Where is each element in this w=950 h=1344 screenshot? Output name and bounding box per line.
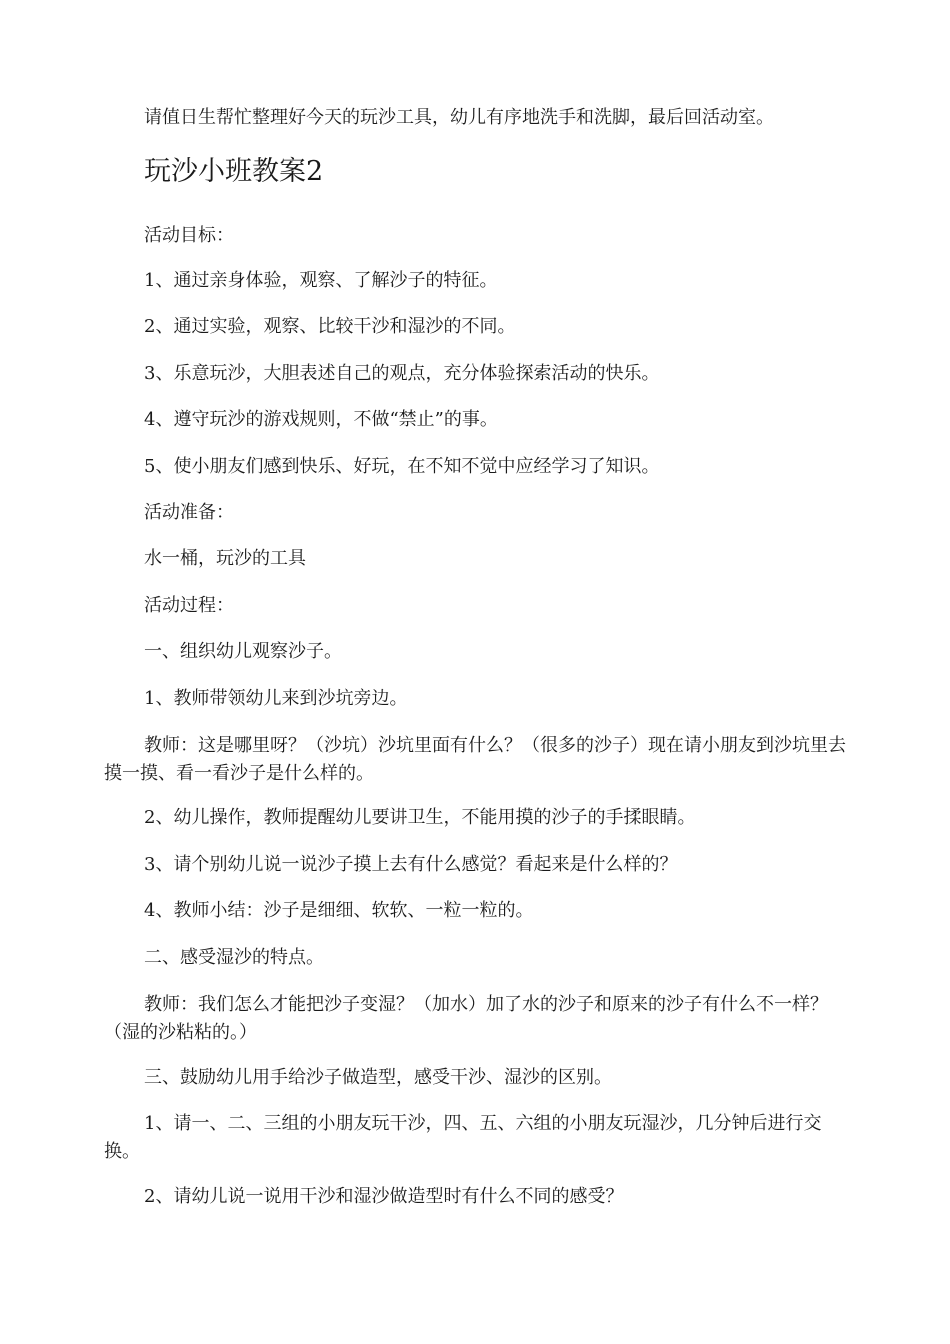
paragraph-process-label: 活动过程： [144,595,234,616]
paragraph-step-3-1: 1、请一、二、三组的小朋友玩干沙，四、五、六组的小朋友玩湿沙，几分钟后进行交换。 [104,1113,822,1162]
paragraph-step-2: 二、感受湿沙的特点。 [144,947,324,968]
paragraph-goal-5: 5、使小朋友们感到快乐、好玩，在不知不觉中应经学习了知识。 [144,456,660,477]
paragraph-step-1-3: 3、请个别幼儿说一说沙子摸上去有什么感觉？看起来是什么样的？ [144,854,678,875]
section-heading: 玩沙小班教案2 [144,156,324,187]
paragraph-teacher-question-1: 教师：这是哪里呀？（沙坑）沙坑里面有什么？（很多的沙子）现在请小朋友到沙坑里去摸一摸、看一看沙子是什么样的。 [104,735,846,784]
paragraph-teacher-question-2: 教师：我们怎么才能把沙子变湿？（加水）加了水的沙子和原来的沙子有什么不一样？（湿的沙粘粘的。） [104,994,828,1043]
paragraph-step-1-1: 1、教师带领幼儿来到沙坑旁边。 [144,688,408,709]
paragraph-goal-4: 4、遵守玩沙的游戏规则，不做“禁止”的事。 [144,409,498,430]
paragraph-step-1-2: 2、幼儿操作，教师提醒幼儿要讲卫生，不能用摸的沙子的手揉眼睛。 [144,807,696,828]
paragraph-goals-label: 活动目标： [144,225,234,246]
paragraph-prep-items: 水一桶，玩沙的工具 [144,548,306,569]
paragraph-step-3: 三、鼓励幼儿用手给沙子做造型，感受干沙、湿沙的区别。 [144,1067,612,1088]
paragraph-step-3-2: 2、请幼儿说一说用干沙和湿沙做造型时有什么不同的感受？ [144,1186,624,1207]
paragraph-goal-1: 1、通过亲身体验，观察、了解沙子的特征。 [144,270,498,291]
paragraph-prep-label: 活动准备： [144,502,234,523]
paragraph-goal-2: 2、通过实验，观察、比较干沙和湿沙的不同。 [144,316,516,337]
paragraph-step-1-4: 4、教师小结：沙子是细细、软软、一粒一粒的。 [144,900,534,921]
intro-paragraph: 请值日生帮忙整理好今天的玩沙工具，幼儿有序地洗手和洗脚，最后回活动室。 [144,107,774,128]
paragraph-step-1: 一、组织幼儿观察沙子。 [144,641,342,662]
paragraph-goal-3: 3、乐意玩沙，大胆表述自己的观点，充分体验探索活动的快乐。 [144,363,660,384]
